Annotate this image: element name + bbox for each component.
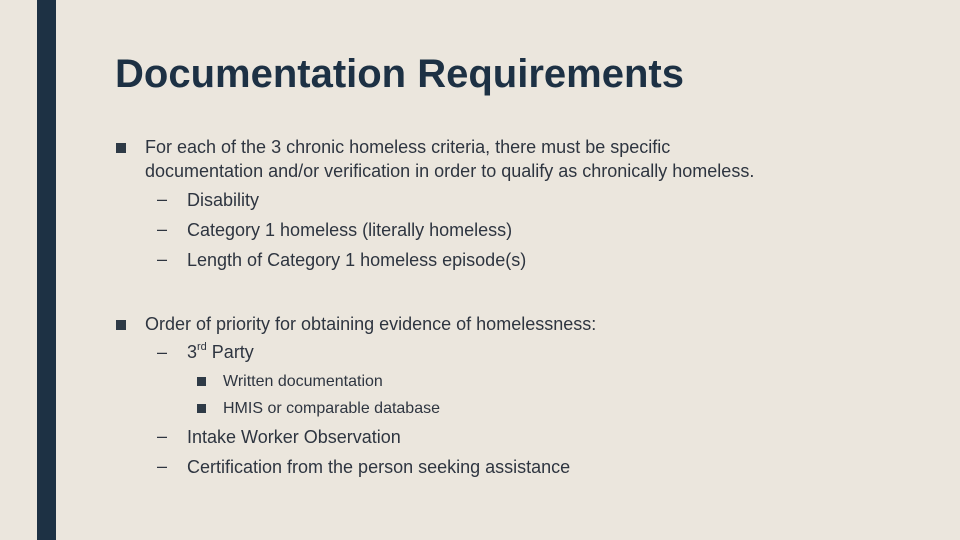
third-party-superscript: rd	[197, 341, 207, 353]
third-party-number: 3	[187, 342, 198, 362]
third-party-suffix: Party	[206, 342, 254, 362]
sub-bullet-certification: Certification from the person seeking assistance	[187, 457, 571, 477]
sub-sub-bullet-hmis: HMIS or comparable database	[223, 400, 440, 417]
dash-icon: –	[157, 219, 168, 239]
slide-title: Documentation Requirements	[115, 52, 684, 96]
dash-icon: –	[157, 426, 168, 446]
dash-icon: –	[157, 456, 168, 476]
dash-icon: –	[157, 189, 168, 209]
bullet-square-icon	[116, 320, 126, 330]
bullet-square-icon	[116, 143, 126, 153]
slide-body	[110, 0, 930, 540]
sub-bullet-length: Length of Category 1 homeless episode(s)	[187, 250, 527, 270]
accent-side-bar	[37, 0, 56, 540]
bullet-2-line: Order of priority for obtaining evidence of homelessness:	[145, 314, 597, 334]
sub-bullet-disability: Disability	[187, 190, 260, 210]
bullet-1-line-1: For each of the 3 chronic homeless criteria, there must be specific	[145, 137, 671, 157]
sub-sub-bullet-written-documentation: Written documentation	[223, 373, 383, 390]
bullet-square-icon	[197, 377, 206, 386]
sub-bullet-third-party	[187, 342, 254, 363]
bullet-1-line-2: documentation and/or verification in order to qualify as chronically homeless.	[145, 161, 755, 181]
dash-icon: –	[157, 249, 168, 269]
bullet-square-icon	[197, 404, 206, 413]
sub-bullet-category-1: Category 1 homeless (literally homeless)	[187, 220, 513, 240]
dash-icon: –	[157, 342, 168, 362]
sub-bullet-intake-worker: Intake Worker Observation	[187, 427, 401, 447]
